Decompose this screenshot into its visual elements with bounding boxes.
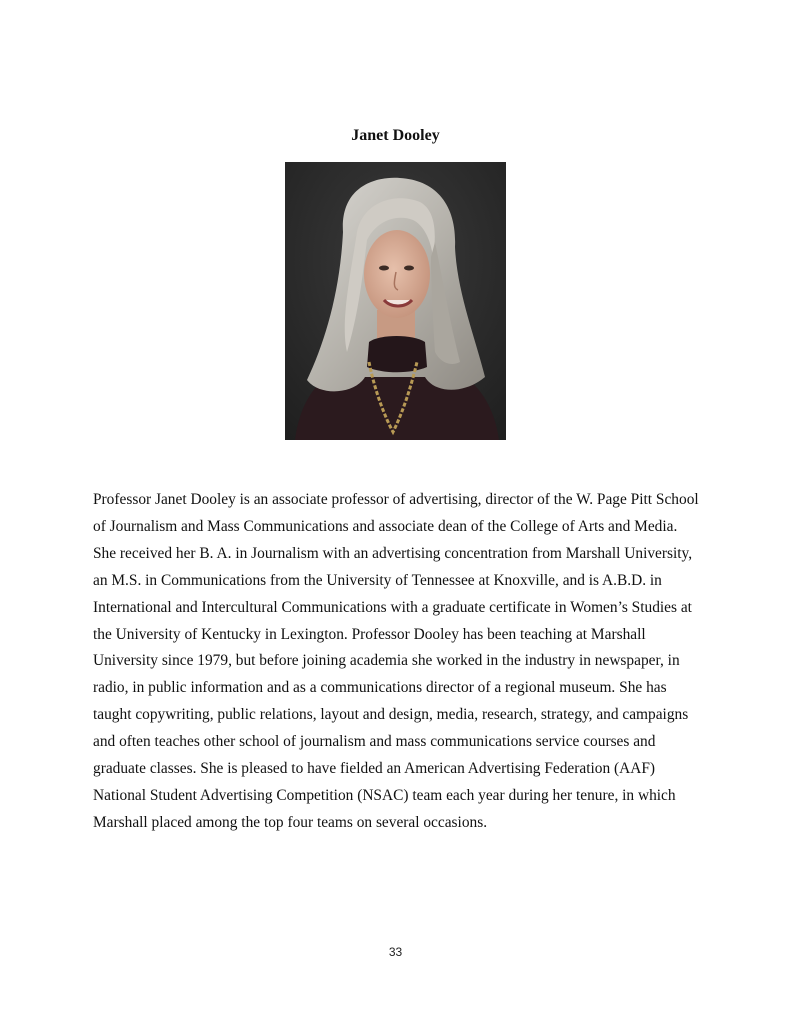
page-number: 33 [388,945,403,959]
page-title: Janet Dooley [351,127,440,144]
bio-paragraph: Professor Janet Dooley is an associate professor of advertising, director of the W. Page Pitt School of Journalism and Mass Communications and associate dean of the College of Arts and Media. She received her B. A. in Journalism with an advertising concentration from Marshall University, an M.S. in Communications from the University of Tennessee at Knoxville, and is A.B.D. in International and Intercultural Communications with a graduate certificate in Women’s Studies at the University of Kentucky in Lexington. Professor Dooley has been teaching at Marshall University since 1979, but before joining academia she worked in the industry in newspaper, in radio, in public information and as a communications director of a regional museum. She has taught copywriting, public relations, layout and design, media, research, strategy, and campaigns and often teaches other school of journalism and mass communications service courses and graduate classes. She is pleased to have fielded an American Advertising Federation (AAF) National Student Advertising Competition (NSAC) team each year during her tenure, in which Marshall placed among the top four teams on several occasions. [93,491,699,831]
portrait-photo [285,162,506,440]
